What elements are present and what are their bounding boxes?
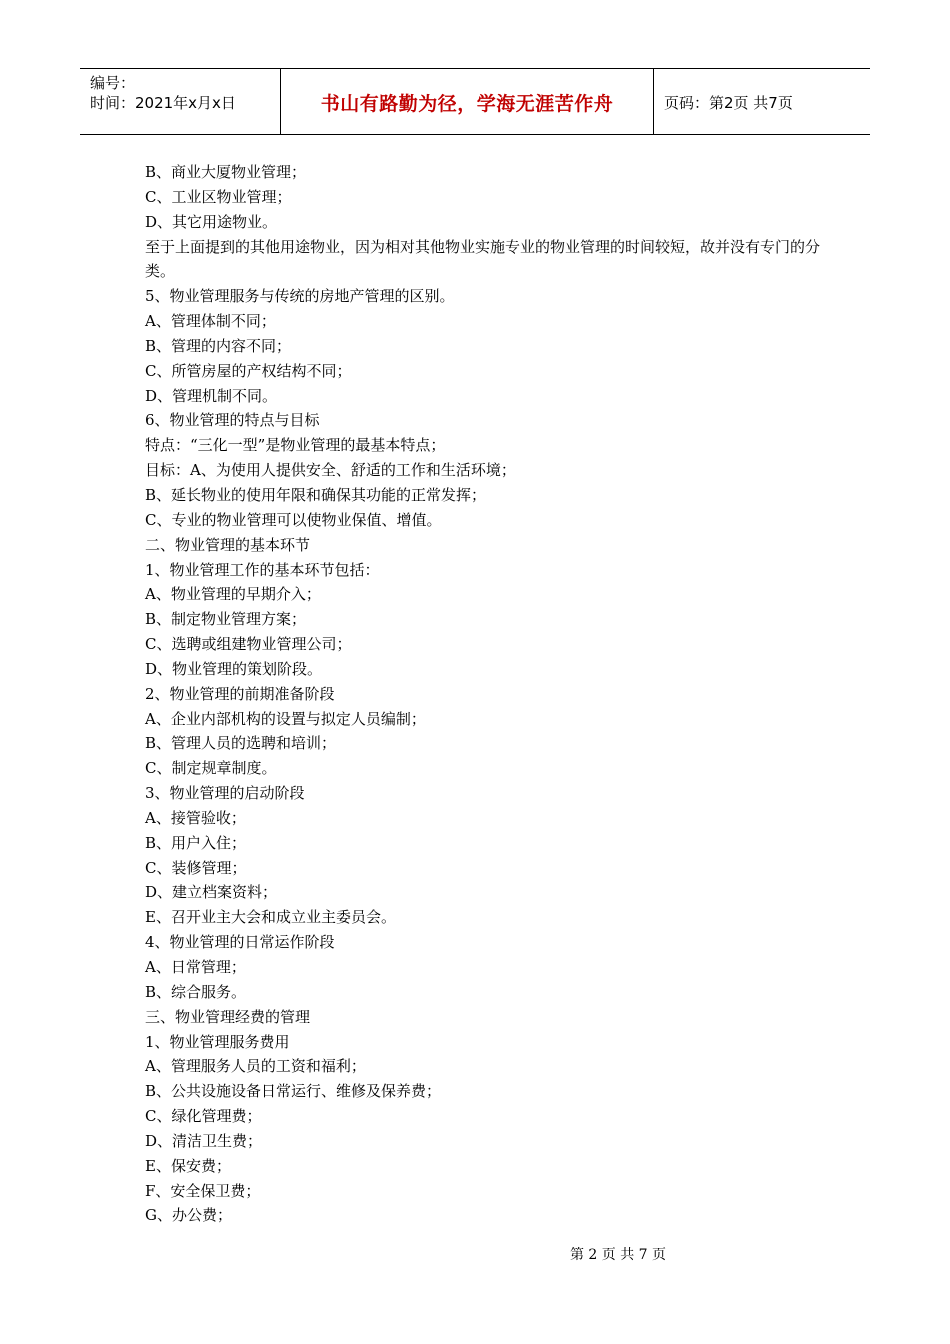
text-line: 特点：“三化一型”是物业管理的最基本特点； bbox=[145, 436, 446, 455]
text-line: A、管理服务人员的工资和福利； bbox=[145, 1057, 366, 1076]
header-page-info: 页码：第2页 共7页 bbox=[664, 93, 793, 112]
text-line: C、装修管理； bbox=[145, 858, 247, 877]
text-line: A、接管验收； bbox=[145, 808, 246, 827]
text-line: C、专业的物业管理可以使物业保值、增值。 bbox=[145, 510, 442, 529]
text-line: B、公共设施设备日常运行、维修及保养费； bbox=[145, 1082, 442, 1101]
text-line: B、管理人员的选聘和培训； bbox=[145, 734, 337, 753]
chapter-heading: 二、物业管理的基本环节 bbox=[145, 535, 311, 554]
text-line: F、安全保卫费； bbox=[145, 1181, 261, 1200]
text-line: D、物业管理的策划阶段。 bbox=[145, 659, 323, 678]
text-line: D、建立档案资料； bbox=[145, 883, 278, 902]
text-line: C、所管房屋的产权结构不同； bbox=[145, 361, 352, 380]
text-line: B、商业大厦物业管理； bbox=[145, 163, 307, 181]
text-line: C、选聘或组建物业管理公司； bbox=[145, 635, 352, 654]
text-line: E、召开业主大会和成立业主委员会。 bbox=[145, 908, 396, 927]
text-line: B、制定物业管理方案； bbox=[145, 610, 307, 629]
section-heading: 2、物业管理的前期准备阶段 bbox=[145, 684, 335, 703]
text-line: A、物业管理的早期介入； bbox=[145, 585, 321, 604]
text-line: B、综合服务。 bbox=[145, 982, 247, 1001]
header-motto: 书山有路勤为径，学海无涯苦作舟 bbox=[320, 92, 614, 115]
text-paragraph: 至于上面提到的其他用途物业，因为相对其他物业实施专业的物业管理的时间较短，故并没有专门的分类。 bbox=[145, 237, 821, 281]
header-meta bbox=[90, 73, 236, 113]
text-line: B、延长物业的使用年限和确保其功能的正常发挥； bbox=[145, 485, 487, 504]
text-line: D、清洁卫生费； bbox=[145, 1131, 263, 1150]
text-line: D、管理机制不同。 bbox=[145, 386, 278, 405]
text-line: A、企业内部机构的设置与拟定人员编制； bbox=[145, 709, 426, 728]
section-heading: 4、物业管理的日常运作阶段 bbox=[145, 933, 335, 952]
text-line: E、保安费； bbox=[145, 1156, 231, 1175]
text-line: C、绿化管理费； bbox=[145, 1107, 262, 1126]
document-number: 编号： bbox=[90, 74, 136, 92]
page-header bbox=[80, 68, 870, 135]
text-line: B、用户入住； bbox=[145, 833, 247, 852]
text-line: 目标：A、为使用人提供安全、舒适的工作和生活环境； bbox=[145, 461, 516, 480]
page-footer: 第 2 页 共 7 页 bbox=[569, 1247, 667, 1263]
text-line: A、管理体制不同； bbox=[145, 312, 276, 331]
text-line: C、工业区物业管理； bbox=[145, 187, 292, 206]
text-line: D、其它用途物业。 bbox=[145, 212, 278, 231]
section-heading: 5、物业管理服务与传统的房地产管理的区别。 bbox=[145, 287, 455, 306]
text-line: A、日常管理； bbox=[145, 958, 246, 976]
document-body bbox=[145, 160, 825, 1228]
section-heading: 6、物业管理的特点与目标 bbox=[145, 411, 320, 430]
section-heading: 1、物业管理工作的基本环节包括： bbox=[145, 560, 380, 579]
text-line: C、制定规章制度。 bbox=[145, 759, 277, 778]
section-heading: 3、物业管理的启动阶段 bbox=[145, 784, 305, 803]
chapter-heading: 三、物业管理经费的管理 bbox=[145, 1007, 311, 1026]
document-date: 时间：2021年x月x日 bbox=[90, 94, 236, 112]
text-line: B、管理的内容不同； bbox=[145, 336, 292, 355]
text-line: G、办公费； bbox=[145, 1206, 232, 1225]
section-heading: 1、物业管理服务费用 bbox=[145, 1032, 290, 1051]
header-divider bbox=[653, 69, 654, 135]
